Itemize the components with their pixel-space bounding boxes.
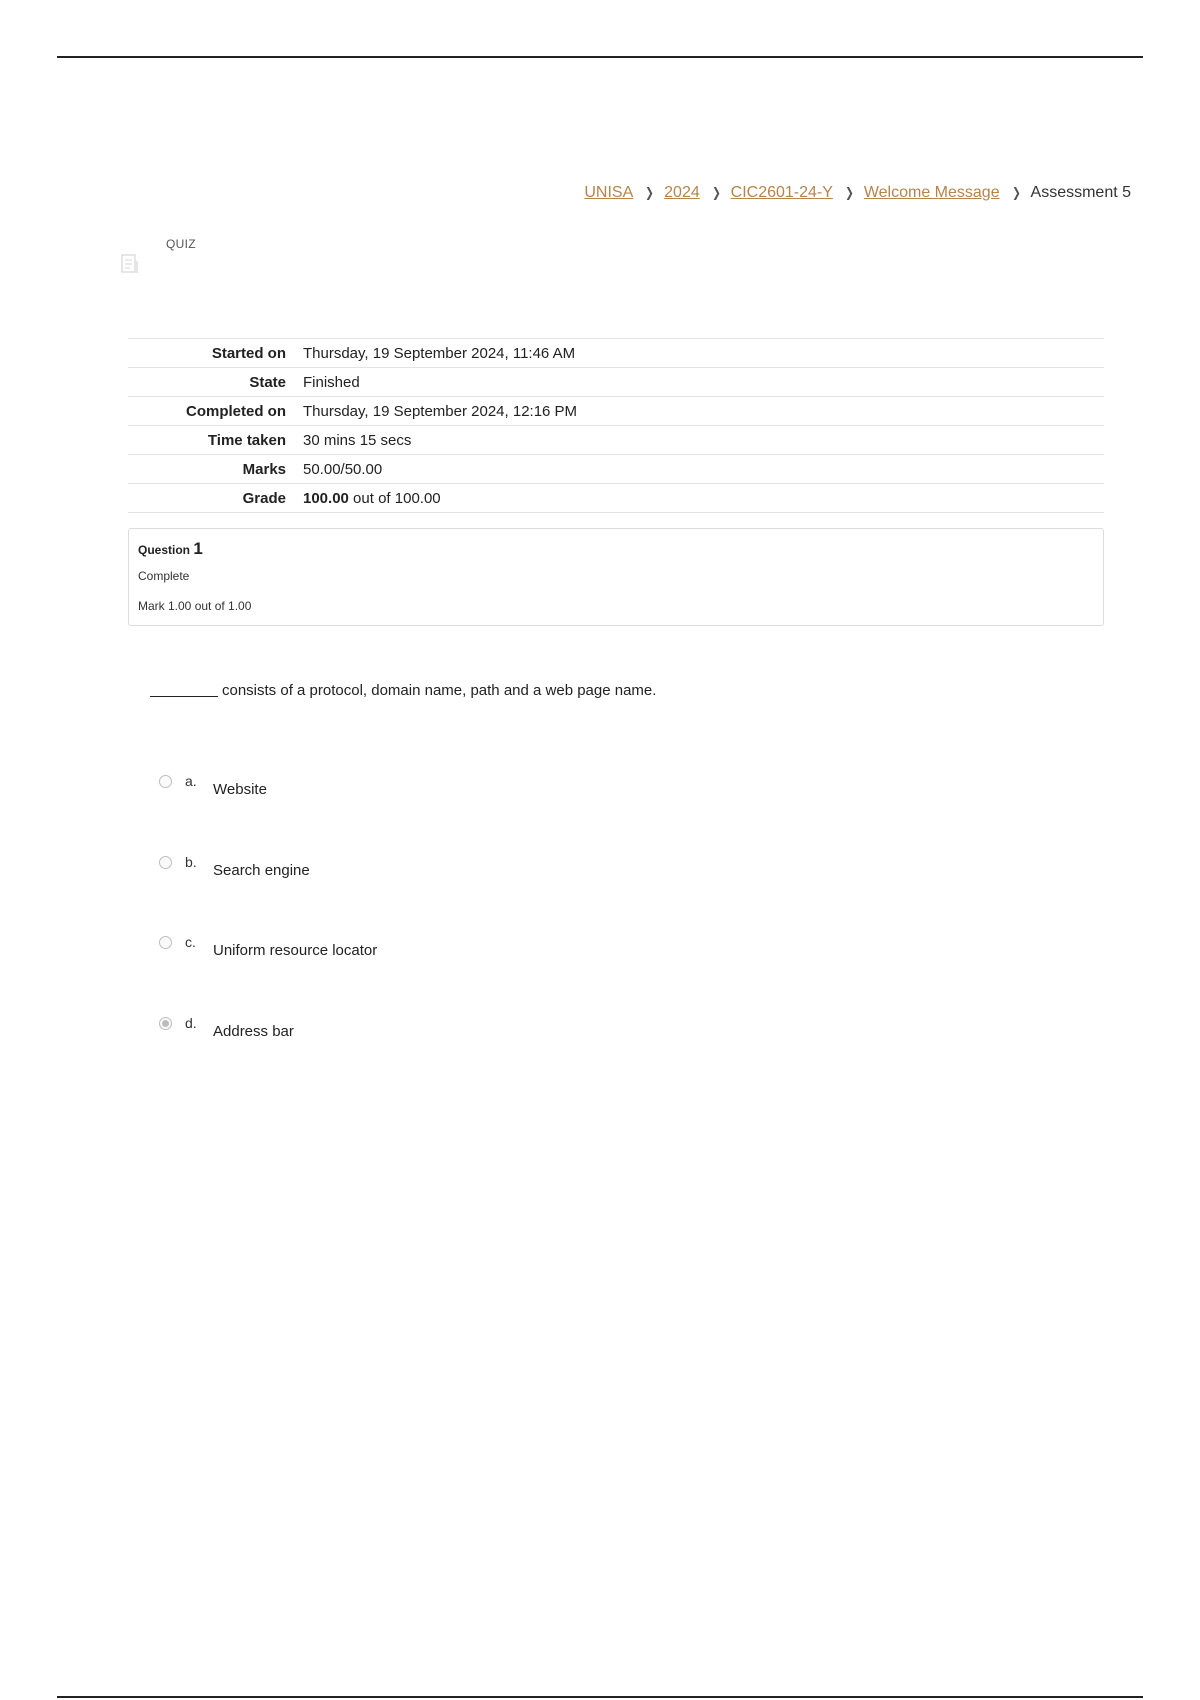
summary-row-completed: [128, 397, 1104, 426]
question-number-value: 1: [193, 539, 203, 558]
answer-letter: c.: [185, 934, 196, 950]
summary-value: Thursday, 19 September 2024, 12:16 PM: [303, 402, 578, 420]
answer-label: Search engine: [213, 862, 310, 879]
radio-button[interactable]: [159, 775, 172, 788]
radio-button[interactable]: [159, 936, 172, 949]
answer-letter: b.: [185, 854, 197, 870]
question-text: [150, 682, 656, 699]
quiz-icon: [120, 253, 140, 275]
page-bottom-rule: [57, 1696, 1143, 1698]
activity-type-label: QUIZ: [166, 237, 196, 251]
breadcrumb: [584, 184, 1131, 202]
summary-value: Thursday, 19 September 2024, 11:46 AM: [303, 344, 576, 362]
summary-label: Marks: [242, 460, 286, 478]
breadcrumb-item-section[interactable]: Welcome Message: [863, 184, 1000, 201]
answer-label: Uniform resource locator: [213, 942, 378, 959]
question-state: Complete: [138, 569, 190, 583]
breadcrumb-item-unisa[interactable]: UNISA: [584, 184, 634, 201]
page-top-rule: [57, 56, 1143, 58]
quiz-summary-table: [128, 338, 1104, 513]
question-grade: Mark 1.00 out of 1.00: [138, 599, 252, 613]
radio-button[interactable]: [159, 856, 172, 869]
answer-letter: d.: [185, 1015, 197, 1031]
summary-row-marks: [128, 455, 1104, 484]
question-number: [138, 539, 203, 559]
chevron-right-icon: ❯: [711, 185, 721, 200]
summary-label: Completed on: [186, 402, 286, 420]
summary-label: State: [249, 373, 286, 391]
summary-value: [303, 484, 1104, 513]
breadcrumb-item-year[interactable]: 2024: [664, 184, 700, 201]
answer-label: Website: [213, 781, 267, 798]
breadcrumb-item-course[interactable]: CIC2601-24-Y: [730, 184, 833, 201]
question-text-body: consists of a protocol, domain name, path and a web page name.: [222, 682, 657, 699]
summary-value: Finished: [303, 373, 360, 391]
summary-label: Started on: [211, 344, 286, 362]
summary-label: Time taken: [207, 431, 286, 449]
chevron-right-icon: ❯: [645, 185, 655, 200]
breadcrumb-item-current: Assessment 5: [1030, 184, 1131, 201]
summary-row-grade: [128, 484, 1104, 513]
summary-label: Grade: [242, 489, 286, 507]
summary-value: 50.00/50.00: [303, 460, 383, 478]
chevron-right-icon: ❯: [1011, 185, 1021, 200]
summary-row-state: [128, 368, 1104, 397]
question-label: Question: [138, 543, 191, 557]
answer-letter: a.: [185, 773, 197, 789]
grade-value: 100.00: [303, 489, 349, 507]
chevron-right-icon: ❯: [845, 185, 854, 200]
grade-out-of: out of 100.00: [348, 489, 441, 507]
summary-row-started: [128, 339, 1104, 368]
answer-label: Address bar: [213, 1023, 294, 1040]
summary-row-time-taken: [128, 426, 1104, 455]
question-info-box: [128, 528, 1104, 626]
question-blank: [150, 696, 218, 697]
radio-button[interactable]: [159, 1017, 172, 1030]
summary-value: 30 mins 15 secs: [303, 431, 412, 449]
